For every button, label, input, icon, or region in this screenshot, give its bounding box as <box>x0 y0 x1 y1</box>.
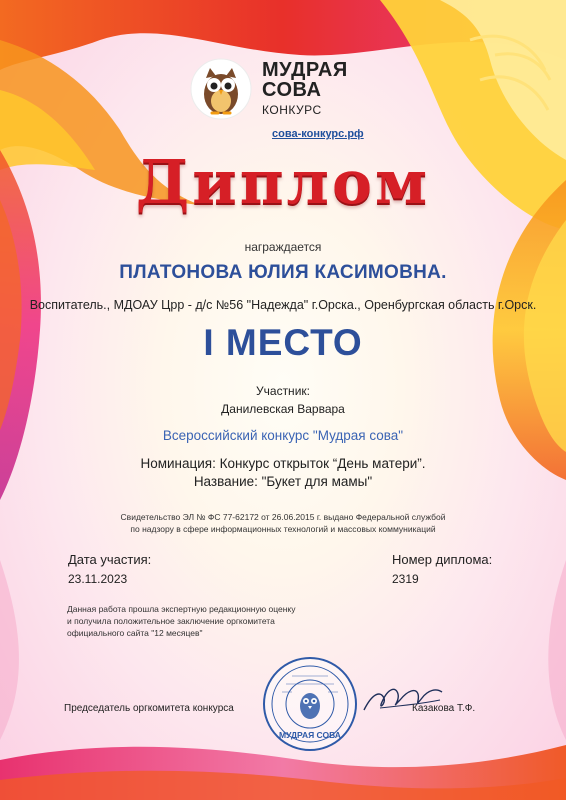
logo-url: сова-конкурс.рф <box>272 128 364 140</box>
expert-note <box>67 603 295 639</box>
certificate-line1: Свидетельство ЭЛ № ФС 77-62172 от 26.06.2015 г. выдано Федеральной службой <box>120 512 446 522</box>
contest-name: Всероссийский конкурс "Мудрая сова" <box>162 428 404 443</box>
diploma-number-value: 2319 <box>392 572 419 586</box>
note-line3: официального сайта "12 месяцев" <box>67 628 203 638</box>
place-title: I МЕСТО <box>203 322 363 363</box>
chair-label: Председатель оргкомитета конкурса <box>64 703 234 714</box>
signature-icon <box>360 680 445 720</box>
date-value: 23.11.2023 <box>68 572 128 586</box>
stamp-text: МУДРАЯ СОВА <box>279 730 341 740</box>
contest-logo <box>190 58 390 148</box>
owl-logo-icon <box>190 58 252 120</box>
recipient-position: Воспитатель., МДОАУ Црр - д/с №56 "Надежда" г.Орска., Оренбургская область г.Орск. <box>29 298 537 312</box>
date-label: Дата участия: <box>68 552 152 567</box>
participant-label: Участник: <box>256 384 310 398</box>
logo-title-line1: МУДРАЯ <box>262 59 348 81</box>
certificate-info <box>0 511 566 535</box>
nomination: Номинация: Конкурс открыток “День матери”. <box>140 456 426 471</box>
certificate-line2: по надзору в сфере информационных технологий и массовых коммуникаций <box>130 524 436 534</box>
logo-title-line2: СОВА <box>262 79 322 101</box>
participant-name: Данилевская Варвара <box>221 402 345 416</box>
note-line2: и получила положительное заключение оргкомитета <box>67 616 275 626</box>
note-line1: Данная работа прошла экспертную редакционную оценку <box>67 604 296 614</box>
awarded-text: награждается <box>244 240 322 254</box>
recipient-name: ПЛАТОНОВА ЮЛИЯ КАСИМОВНА. <box>119 262 447 283</box>
diploma-title: Диплом <box>135 148 431 218</box>
signer-name: Казакова Т.Ф. <box>412 703 476 714</box>
official-stamp-icon <box>262 656 358 752</box>
logo-title <box>262 60 348 100</box>
work-title: Название: "Букет для мамы" <box>193 474 373 489</box>
diploma-number-label: Номер диплома: <box>392 552 493 567</box>
logo-subtitle: КОНКУРС <box>262 103 322 117</box>
